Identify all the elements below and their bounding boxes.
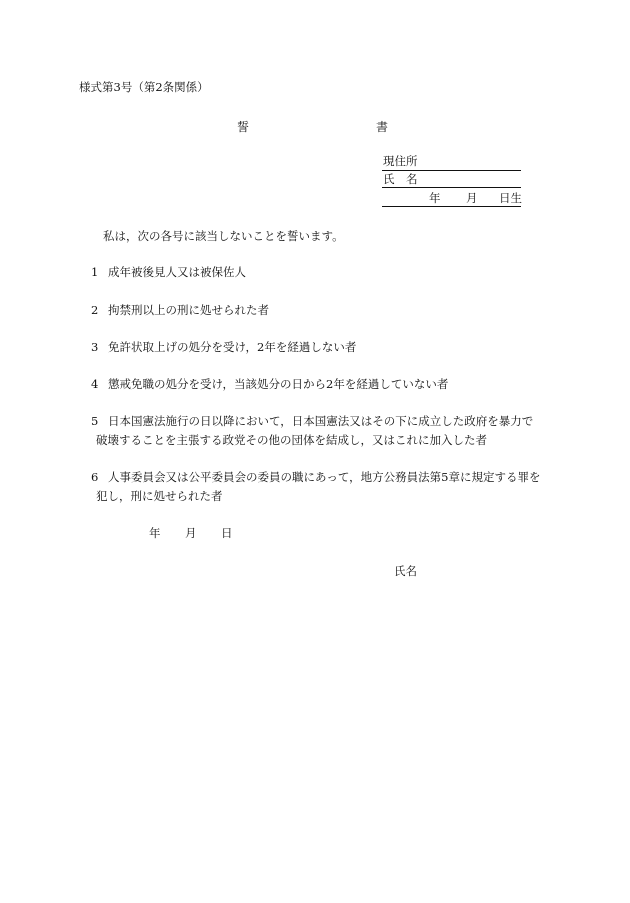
- item-number: 5: [91, 414, 99, 428]
- item-number: 3: [91, 340, 99, 354]
- item-text-continued: 破壊することを主張する政党その他の団体を結成し，又はこれに加入した者: [96, 433, 487, 447]
- item-number: 4: [91, 377, 99, 391]
- item-number: 1: [91, 265, 99, 279]
- pledge-intro: 私は，次の各号に該当しないことを誓います。: [103, 229, 344, 243]
- address-field[interactable]: [382, 170, 521, 171]
- item-text: 懲戒免職の処分を受け，当該処分の日から2年を経過していない者: [108, 377, 449, 391]
- form-number: 様式第3号（第2条関係）: [79, 80, 209, 94]
- item-text: 人事委員会又は公平委員会の委員の職にあって，地方公務員法第5章に規定する罪を: [108, 470, 541, 484]
- signing-date-year: 年: [149, 526, 161, 540]
- birth-month-label: 月: [466, 191, 478, 205]
- item-text: 日本国憲法施行の日以降において，日本国憲法又はその下に成立した政府を暴力で: [108, 414, 534, 428]
- name-field[interactable]: [382, 187, 521, 188]
- name-label-part2: 名: [406, 172, 418, 186]
- birth-year-label: 年: [429, 191, 441, 205]
- birthdate-field[interactable]: [382, 206, 521, 207]
- signing-date-month: 月: [185, 526, 197, 540]
- item-number: 6: [91, 470, 99, 484]
- name-label-part1: 氏: [383, 172, 395, 186]
- item-text-continued: 犯し，刑に処せられた者: [96, 489, 223, 503]
- address-label: 現住所: [383, 154, 418, 168]
- document-title-char-2: 書: [376, 120, 389, 134]
- item-text: 免許状取上げの処分を受け，2年を経過しない者: [108, 340, 357, 354]
- signing-date-day: 日: [221, 526, 233, 540]
- birth-day-label: 日生: [499, 191, 522, 205]
- signature-label: 氏名: [394, 564, 417, 578]
- item-text: 拘禁刑以上の刑に処せられた者: [108, 303, 269, 317]
- document-title-char-1: 誓: [237, 120, 250, 134]
- item-text: 成年被後見人又は被保佐人: [108, 265, 246, 279]
- item-number: 2: [91, 303, 99, 317]
